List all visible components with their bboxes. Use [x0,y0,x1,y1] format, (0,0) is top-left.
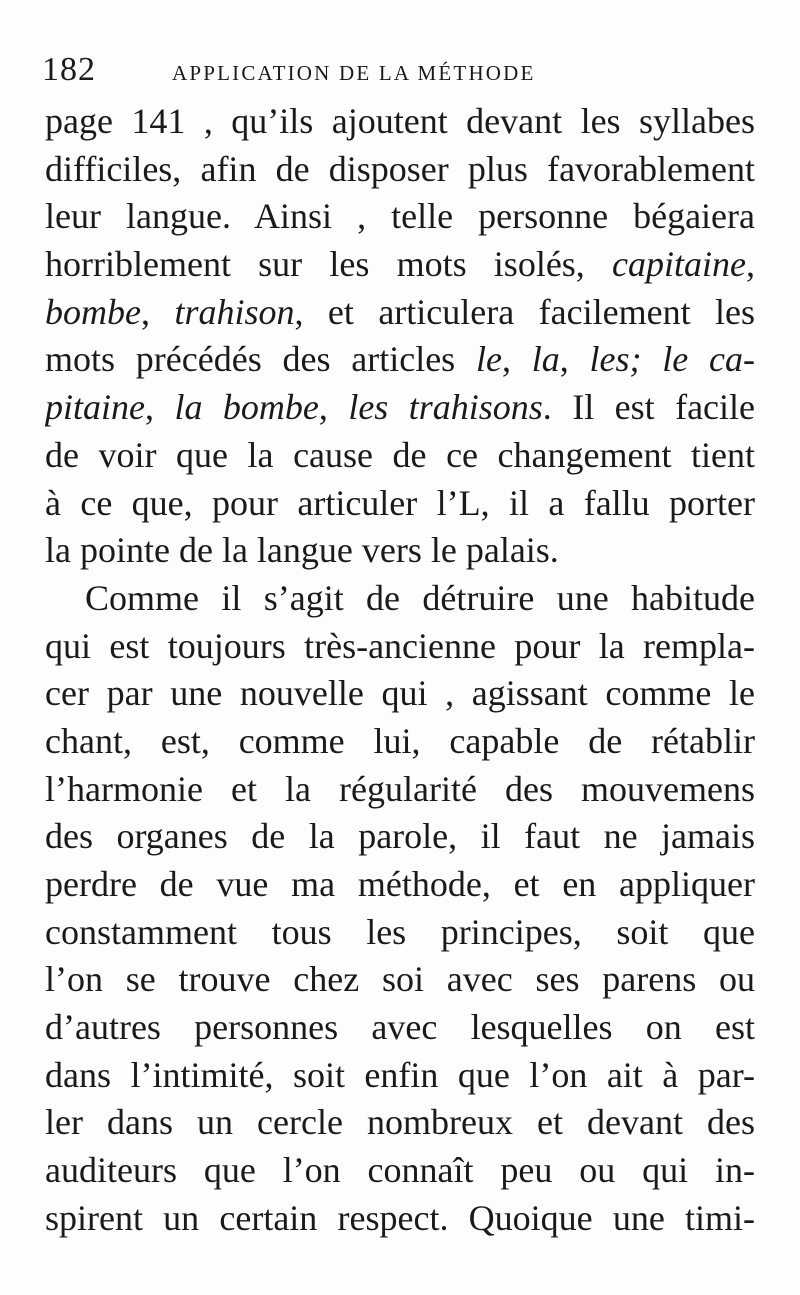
text-segment: horriblement sur les mots isolés, [45,244,613,285]
text-segment: d’autres personnes avec lesquelles on est [45,1007,755,1048]
text-segment: chant, est, comme lui, capable de rétablir [45,720,755,761]
text-segment: difficiles, afin de disposer plus favorablement [45,148,755,189]
page-number: 182 [42,51,96,88]
italic-text: les trahisons [348,387,543,428]
text-segment: Comme il s’agit de détruire une habitude [85,577,755,618]
text-line [45,289,755,337]
text-segment: ler dans un cercle nombreux et devant des [45,1102,755,1143]
text-segment: , [501,339,532,380]
text-segment: cer par une nouvelle qui , agissant comme le [45,673,755,714]
text-line [45,384,755,432]
text-segment: . Il est facile [542,387,755,428]
text-segment: , [318,387,349,428]
italic-text: la bombe [174,387,319,428]
text-line [45,193,755,241]
running-head [42,50,742,90]
text-line [45,1004,755,1052]
italic-text: les; le ca- [589,339,755,380]
text-line [45,670,755,718]
text-line [45,336,755,384]
text-segment: perdre de vue ma méthode, et en appliquer [45,864,755,904]
text-line [45,766,755,814]
text-line [45,575,755,623]
text-segment: , [746,244,755,285]
running-title: APPLICATION DE LA MÉTHODE [172,61,536,85]
text-segment: constamment tous les principes, soit que [45,911,755,952]
italic-text: la [531,339,560,380]
italic-text: trahison [174,291,295,332]
text-line [45,813,755,861]
text-line [45,480,755,528]
italic-text: capitaine [612,244,746,285]
text-segment: spirent un certain respect. Quoique une timi- [45,1197,755,1238]
text-segment: leur langue. Ainsi , telle personne bégaiera [45,196,755,237]
text-line [45,623,755,671]
text-line [45,1147,755,1195]
text-line [45,956,755,1004]
text-line [45,98,755,146]
text-segment: , et articulera facilement les [294,291,755,332]
text-segment: , [140,291,175,332]
text-segment: l’on se trouve chez soi avec ses parens ou [45,959,755,1000]
text-segment: mots précédés des articles [45,339,476,380]
text-line [45,241,755,289]
italic-text: bombe [45,291,141,332]
text-line [45,909,755,957]
text-segment: des organes de la parole, il faut ne jamais [45,816,755,857]
text-line [45,718,755,766]
text-line [45,861,755,909]
text-line [45,1195,755,1243]
text-line [45,146,755,194]
text-segment: , [144,387,175,428]
text-segment: dans l’intimité, soit enfin que l’on ait à par- [45,1054,755,1095]
text-segment: à ce que, pour articuler l’L, il a fallu porter [45,482,755,523]
body-text [45,98,755,1243]
text-line [45,527,755,575]
italic-text: pitaine [45,387,145,428]
text-line [45,1099,755,1147]
text-segment: la pointe de la langue vers le palais. [45,530,559,571]
text-segment: qui est toujours très-ancienne pour la rempla- [45,625,755,666]
text-segment: , [559,339,590,380]
text-segment: de voir que la cause de ce changement tient [45,434,755,475]
text-segment: auditeurs que l’on connaît peu ou qui in- [45,1150,755,1191]
text-line [45,1052,755,1100]
italic-text: le [475,339,502,380]
text-line [45,432,755,480]
text-segment: l’harmonie et la régularité des mouvemens [45,768,755,809]
text-segment: page 141 , qu’ils ajoutent devant les syllabes [45,101,755,141]
